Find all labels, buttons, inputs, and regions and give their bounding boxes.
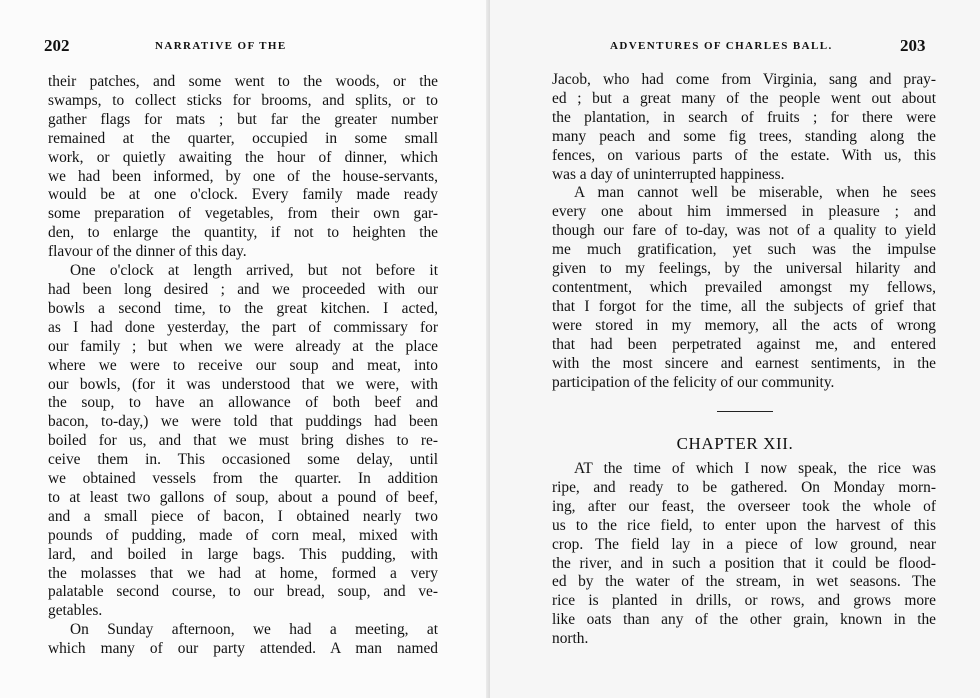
text-line: fences, on various parts of the estate. With us, this <box>552 146 936 164</box>
text-line: north. <box>552 630 589 648</box>
text-line: was a day of uninterrupted happiness. <box>552 165 785 183</box>
page-number-left: 202 <box>44 36 70 55</box>
text-line: rice is planted in drills, or rows, and grows more <box>552 592 936 610</box>
text-line: ing, after our feast, the overseer took the whole of <box>552 497 936 515</box>
text-line: ceive them in. This occasioned some delay, until <box>48 451 438 469</box>
text-line: bacon, to-day,) we were told that puddings had been <box>48 413 438 431</box>
running-head-right: ADVENTURES OF CHARLES BALL. <box>610 40 833 52</box>
text-line: the river, and in such a position that it could be flood- <box>552 554 936 572</box>
text-line: ed by the water of the stream, in wet seasons. The <box>552 573 936 591</box>
text-line: many peach and some fig trees, standing along the <box>552 127 936 145</box>
text-line: bowls a second time, to the great kitchen. I acted, <box>48 299 438 317</box>
text-line: and a small piece of bacon, I obtained nearly two <box>48 507 438 525</box>
right-page-body <box>552 71 936 392</box>
text-line: had been long desired ; and we proceeded with our <box>48 280 438 298</box>
text-line: A man cannot well be miserable, when he sees <box>574 184 936 202</box>
text-line: crop. The field lay in a piece of low ground, near <box>552 535 936 553</box>
text-line: our family ; but when we were already at the place <box>48 337 438 355</box>
text-line: Jacob, who had come from Virginia, sang and pray- <box>552 71 936 88</box>
text-line: the soup, to have an allowance of both beef and <box>48 394 438 412</box>
text-line: the plantation, in search of fruits ; for there were <box>552 108 936 126</box>
text-line: though our fare of to-day, was not of a quality to yield <box>552 222 936 240</box>
right-page <box>490 0 980 698</box>
text-line: where we were to receive our soup and meat, into <box>48 356 438 374</box>
text-line: like oats than any of the other grain, known in the <box>552 611 936 629</box>
text-line: given to my feelings, by the universal hilarity and <box>552 260 936 278</box>
text-line: participation of the felicity of our community. <box>552 373 835 391</box>
text-line: our bowls, (for it was understood that we were, with <box>48 375 438 393</box>
text-line: were stored in my memory, all the acts of wrong <box>552 316 936 334</box>
text-line: flavour of the dinner of this day. <box>48 243 247 261</box>
text-line: we had been informed, by one of the house-servants, <box>48 167 438 185</box>
text-line: that had been perpetrated against me, and entered <box>552 335 936 353</box>
text-line: ed ; but a great many of the people went out about <box>552 89 936 107</box>
text-line: that I forgot for the time, all the subjects of grief that <box>552 297 936 315</box>
chapter-heading: CHAPTER XII. <box>676 434 794 453</box>
text-line: ripe, and ready to be gathered. On Monday morn- <box>552 478 936 496</box>
text-line: as I had done yesterday, the part of commissary for <box>48 318 438 336</box>
text-line: contentment, which prevailed amongst my fellows, <box>552 278 936 296</box>
text-line: boiled for us, and that we must bring dishes to re- <box>48 432 438 450</box>
text-line: work, or quietly awaiting the hour of dinner, which <box>48 148 438 166</box>
text-line: One o'clock at length arrived, but not before it <box>70 262 438 280</box>
text-line: palatable second course, to our bread, soup, and ve- <box>48 583 438 601</box>
text-line: me much gratification, yet such was the impulse <box>552 241 936 259</box>
text-line: some preparation of vegetables, from their own gar- <box>48 205 438 223</box>
section-rule <box>717 411 773 412</box>
text-line: getables. <box>48 602 103 620</box>
text-line: us to the rice field, to enter upon the harvest of this <box>552 516 936 534</box>
text-line: gather flags for mats ; but far the greater number <box>48 110 438 128</box>
text-line: to at least two gallons of soup, about a pound of beef, <box>48 488 438 506</box>
page-number-right: 203 <box>900 36 926 55</box>
text-line: the molasses that we had at home, formed a very <box>48 564 438 582</box>
text-line: pounds of pudding, made of corn meal, mixed with <box>48 526 438 544</box>
text-line: with the most sincere and earnest sentiments, in the <box>552 354 936 372</box>
running-head-left: NARRATIVE OF THE <box>155 40 287 52</box>
text-line: AT the time of which I now speak, the rice was <box>574 460 936 477</box>
text-line: On Sunday afternoon, we had a meeting, at <box>70 621 438 639</box>
text-line: their patches, and some went to the woods, or the <box>48 73 438 90</box>
text-line: we obtained vessels from the quarter. In addition <box>48 470 438 488</box>
text-line: every one about him immersed in pleasure ; and <box>552 203 936 221</box>
text-line: lard, and boiled in large bags. This pudding, with <box>48 545 438 563</box>
text-line: which many of our party attended. A man named <box>48 640 438 658</box>
left-page-body <box>48 73 438 659</box>
text-line: den, to enlarge the quantity, if not to heighten the <box>48 224 438 242</box>
text-line: remained at the quarter, occupied in some small <box>48 129 438 147</box>
chapter-body <box>552 460 936 649</box>
text-line: would be at one o'clock. Every family made ready <box>48 186 438 204</box>
text-line: swamps, to collect sticks for brooms, and splits, or to <box>48 91 438 109</box>
